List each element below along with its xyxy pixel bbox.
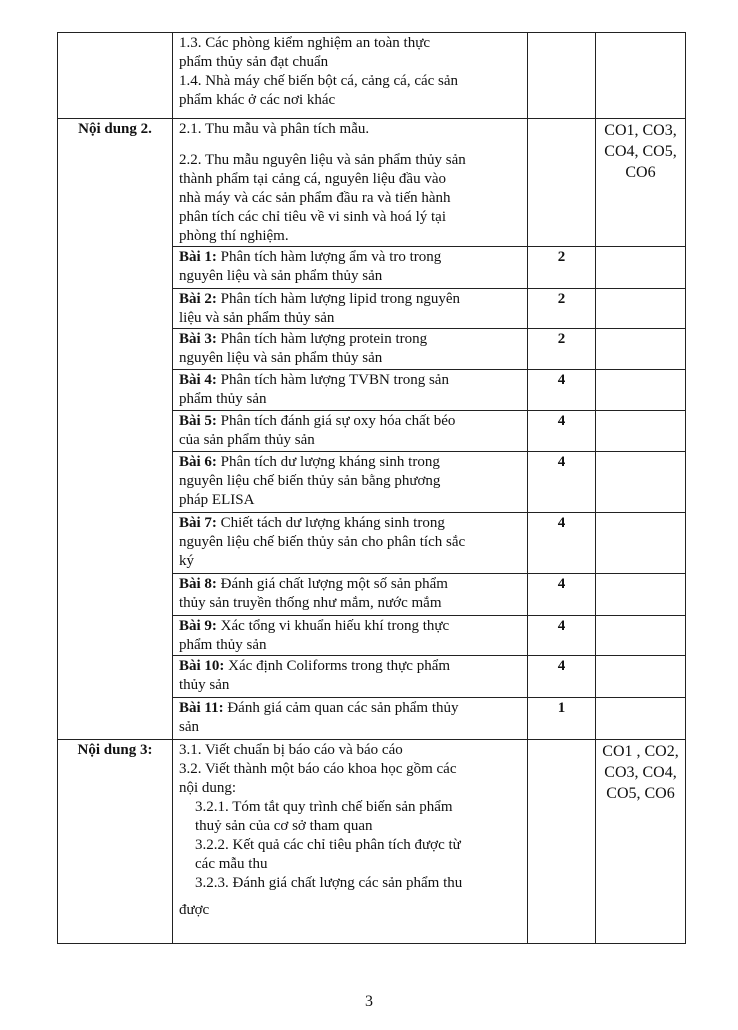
co-cell xyxy=(596,247,686,289)
co-line: CO3, CO4, xyxy=(604,764,677,781)
text-line: thành phẩm tại cảng cá, nguyên liệu đầu vào xyxy=(179,171,446,187)
lesson-text: phẩm thủy sản xyxy=(179,391,267,407)
co-cell xyxy=(596,411,686,452)
lesson-text: thủy sản xyxy=(179,677,230,693)
content-cell xyxy=(173,119,528,247)
lesson-text: sản xyxy=(179,719,199,735)
text-line: các mẫu thu xyxy=(195,856,268,872)
co-cell xyxy=(596,370,686,411)
lesson-cell xyxy=(173,370,528,411)
co-line: CO5, CO6 xyxy=(606,785,675,802)
text-line: 3.2. Viết thành một báo cáo khoa học gồm các xyxy=(179,761,457,777)
lesson-cell xyxy=(173,329,528,370)
lesson-title: Bài 3: xyxy=(179,331,217,347)
co-cell xyxy=(596,119,686,247)
lesson-text: Phân tích dư lượng kháng sinh trong xyxy=(220,454,440,470)
text-line: phẩm khác ở các nơi khác xyxy=(179,92,336,108)
lesson-cell xyxy=(173,247,528,289)
lesson-text: nguyên liệu chế biến thủy sản bằng phương xyxy=(179,473,441,489)
lesson-hours: 1 xyxy=(528,698,596,740)
section-label: Nội dung 3: xyxy=(58,740,173,944)
lesson-title: Bài 9: xyxy=(179,618,217,634)
hours-cell xyxy=(528,740,596,944)
lesson-text: Đánh giá chất lượng một số sản phẩm xyxy=(220,576,448,592)
lesson-hours: 4 xyxy=(528,452,596,513)
text-line: phân tích các chỉ tiêu về vi sinh và hoá lý tại xyxy=(179,209,446,225)
text-line: phòng thí nghiệm. xyxy=(179,228,289,244)
content-cell xyxy=(173,740,528,944)
text-line: nội dung: xyxy=(179,780,237,796)
lesson-text: của sản phẩm thủy sản xyxy=(179,432,315,448)
co-cell xyxy=(596,656,686,698)
hours-cell xyxy=(528,119,596,247)
lesson-cell xyxy=(173,452,528,513)
lesson-title: Bài 4: xyxy=(179,372,217,388)
lesson-cell xyxy=(173,513,528,574)
text-line: 2.2. Thu mẫu nguyên liệu và sản phẩm thủy sản xyxy=(179,152,466,168)
lesson-text: nguyên liệu chế biến thủy sản cho phân tích sắc xyxy=(179,534,466,550)
text-line: 3.2.1. Tóm tắt quy trình chế biến sản phẩm xyxy=(195,799,453,815)
lesson-hours: 2 xyxy=(528,247,596,289)
lesson-text: nguyên liệu và sản phẩm thủy sản xyxy=(179,268,383,284)
lesson-cell xyxy=(173,574,528,616)
co-line: CO1 , CO2, xyxy=(602,743,679,760)
lesson-hours: 4 xyxy=(528,616,596,656)
lesson-hours: 4 xyxy=(528,574,596,616)
lesson-hours: 4 xyxy=(528,656,596,698)
text-line: 1.4. Nhà máy chế biến bột cá, cảng cá, các sản xyxy=(179,73,459,89)
co-cell xyxy=(596,33,686,119)
text-line: được xyxy=(179,902,210,918)
co-cell xyxy=(596,616,686,656)
lesson-text: Đánh giá cảm quan các sản phẩm thủy xyxy=(227,700,459,716)
table-row xyxy=(58,119,686,247)
content-cell xyxy=(173,33,528,119)
lesson-text: nguyên liệu và sản phẩm thủy sản xyxy=(179,350,383,366)
lesson-hours: 2 xyxy=(528,329,596,370)
co-cell xyxy=(596,698,686,740)
text-line: 2.1. Thu mẫu và phân tích mẫu. xyxy=(179,121,370,137)
syllabus-table xyxy=(57,32,686,944)
hours-cell xyxy=(528,33,596,119)
lesson-cell xyxy=(173,698,528,740)
lesson-cell xyxy=(173,411,528,452)
lesson-title: Bài 7: xyxy=(179,515,217,531)
lesson-hours: 4 xyxy=(528,411,596,452)
co-line: CO1, CO3, xyxy=(604,122,677,139)
co-cell xyxy=(596,329,686,370)
co-cell xyxy=(596,740,686,944)
co-cell xyxy=(596,574,686,616)
lesson-text: ký xyxy=(179,553,194,569)
lesson-cell xyxy=(173,616,528,656)
lesson-text: Phân tích hàm lượng TVBN trong sản xyxy=(220,372,449,388)
lesson-text: Phân tích hàm lượng ẩm và tro trong xyxy=(220,249,442,265)
lesson-hours: 2 xyxy=(528,289,596,329)
text-line: phẩm thủy sản đạt chuẩn xyxy=(179,54,329,70)
lesson-cell xyxy=(173,656,528,698)
lesson-hours: 4 xyxy=(528,513,596,574)
lesson-text: liệu và sản phẩm thủy sản xyxy=(179,310,335,326)
co-cell xyxy=(596,289,686,329)
co-cell xyxy=(596,452,686,513)
lesson-text: thủy sản truyền thống như mắm, nước mắm xyxy=(179,595,442,611)
lesson-title: Bài 5: xyxy=(179,413,217,429)
lesson-text: Phân tích hàm lượng protein trong xyxy=(220,331,428,347)
section-label: Nội dung 2. xyxy=(58,119,173,740)
co-cell xyxy=(596,513,686,574)
label-cell xyxy=(58,33,173,119)
lesson-text: Xác tổng vi khuẩn hiếu khí trong thực xyxy=(220,618,450,634)
lesson-text: pháp ELISA xyxy=(179,492,255,508)
lesson-text: Phân tích đánh giá sự oxy hóa chất béo xyxy=(220,413,456,429)
lesson-title: Bài 6: xyxy=(179,454,217,470)
lesson-text: Xác định Coliforms trong thực phẩm xyxy=(228,658,451,674)
text-line: thuỷ sản của cơ sở tham quan xyxy=(195,818,373,834)
lesson-title: Bài 11: xyxy=(179,700,224,716)
text-line: 3.2.2. Kết quả các chỉ tiêu phân tích được từ xyxy=(195,837,461,853)
text-line: 3.2.3. Đánh giá chất lượng các sản phẩm thu xyxy=(195,875,463,891)
lesson-title: Bài 8: xyxy=(179,576,217,592)
text-line: 3.1. Viết chuẩn bị báo cáo và báo cáo xyxy=(179,742,403,758)
lesson-title: Bài 2: xyxy=(179,291,217,307)
text-line: 1.3. Các phòng kiểm nghiệm an toàn thực xyxy=(179,35,430,51)
lesson-title: Bài 10: xyxy=(179,658,225,674)
co-line: CO6 xyxy=(625,164,656,181)
table-row xyxy=(58,33,686,119)
lesson-text: Chiết tách dư lượng kháng sinh trong xyxy=(220,515,445,531)
lesson-title: Bài 1: xyxy=(179,249,217,265)
page-number: 3 xyxy=(365,993,373,1010)
lesson-hours: 4 xyxy=(528,370,596,411)
sub-list xyxy=(179,798,521,893)
lesson-cell xyxy=(173,289,528,329)
table-row xyxy=(58,740,686,944)
co-line: CO4, CO5, xyxy=(604,143,677,160)
lesson-text: phẩm thủy sản xyxy=(179,637,267,653)
text-line: nhà máy và các sản phẩm đầu ra và tiến hành xyxy=(179,190,451,206)
lesson-text: Phân tích hàm lượng lipid trong nguyên xyxy=(220,291,461,307)
